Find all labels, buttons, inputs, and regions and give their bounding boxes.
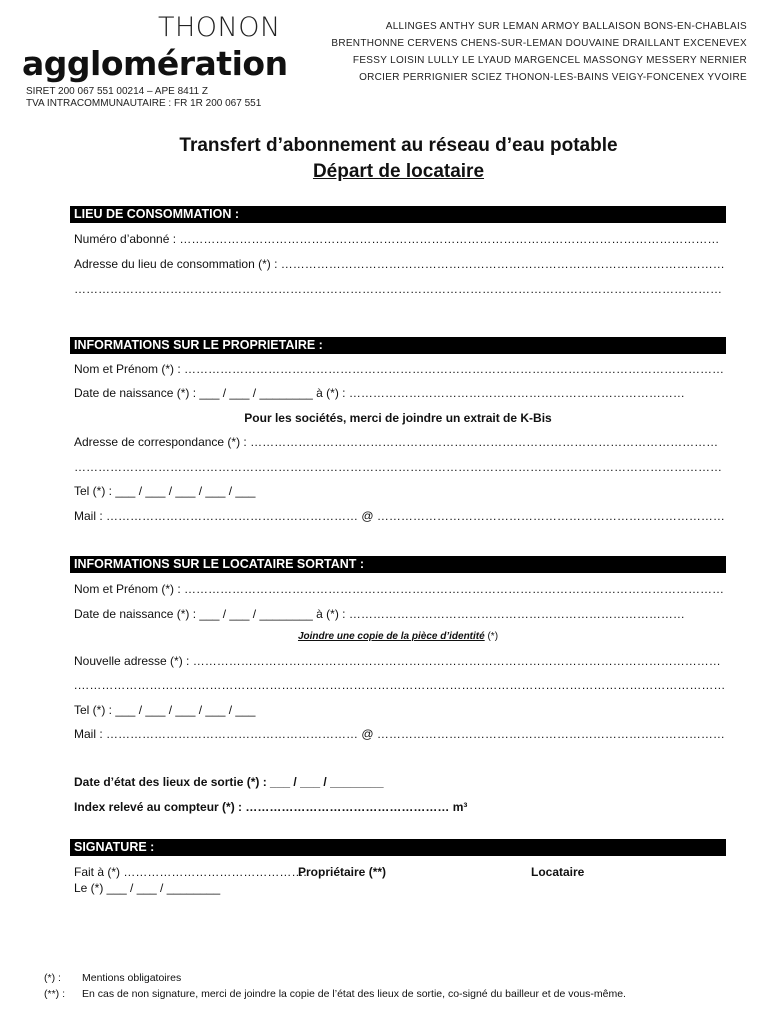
communes-line: BRENTHONNE CERVENS CHENS-SUR-LEMAN DOUVAINE DRAILLANT EXCENEVEX [331,38,747,49]
footnote-obligatoire [44,972,181,984]
footnote-signature [44,988,626,1000]
legal-ids [26,86,261,110]
field-proprio-naissance[interactable]: Date de naissance (*) : ___ / ___ / ________ à (*) : ………………………………………………………………………… [74,386,685,400]
section-heading-proprietaire: INFORMATIONS SUR LE PROPRIETAIRE : [70,337,726,354]
form-title: Transfert d’abonnement au réseau d’eau potable [179,135,618,156]
signature-locataire-label: Locataire [531,865,585,879]
section-heading-locataire: INFORMATIONS SUR LE LOCATAIRE SORTANT : [70,556,726,573]
logo-thonon: THONON [158,12,281,43]
footnote-text: Mentions obligatoires [82,972,182,984]
footnote-key: (*) : [44,972,61,984]
communes-line: ORCIER PERRIGNIER SCIEZ THONON-LES-BAINS VEIGY-FONCENEX YVOIRE [359,72,747,83]
field-proprio-adresse-cont[interactable]: ……………………………………………………………………………………………………………………………………………… [74,460,722,474]
siret: SIRET 200 067 551 00214 – APE 8411 Z [26,86,208,97]
field-locataire-naissance[interactable]: Date de naissance (*) : ___ / ___ / ________ à (*) : ………………………………………………………………………… [74,607,685,621]
communes-line: ALLINGES ANTHY SUR LEMAN ARMOY BALLAISON BONS-EN-CHABLAIS [385,21,747,32]
field-date-etat-lieux[interactable]: Date d’état des lieux de sortie (*) : ___ / ___ / ________ [74,775,384,789]
field-locataire-adresse-cont[interactable]: .……………………………………………………………………………………………………………………………………………… [74,678,726,692]
communes-line: FESSY LOISIN LULLY LE LYAUD MARGENCEL MASSONGY MESSERY NERNIER [352,55,747,66]
field-locataire-mail[interactable]: Mail : ……………………………………………………… @ …………………………………………………………………………… [74,727,725,741]
field-proprio-tel[interactable]: Tel (*) : ___ / ___ / ___ / ___ / ___ [74,484,256,498]
signature-proprietaire-label: Propriétaire (**) [298,865,387,879]
tva: TVA INTRACOMMUNAUTAIRE : FR 1R 200 067 551 [26,98,262,109]
form-subtitle: Départ de locataire [312,161,485,182]
communes-list [331,18,747,86]
field-index-compteur[interactable]: Index relevé au compteur (*) : …………………………………………… m³ [74,800,468,814]
field-locataire-nouvelle-adresse[interactable]: Nouvelle adresse (*) : …………………………………………………………………………………………………………………… [74,654,721,668]
field-locataire-tel[interactable]: Tel (*) : ___ / ___ / ___ / ___ / ___ [74,703,256,717]
footnote-text: En cas de non signature, merci de joindre la copie de l’état des lieux de sortie, co-signé du bailleur et de vous-même. [82,988,626,1000]
kbis-note: Pour les sociétés, merci de joindre un extrait de K-Bis [244,411,552,425]
field-proprio-mail[interactable]: Mail : ……………………………………………………… @ …………………………………………………………………………… [74,509,725,523]
field-adresse-consommation-cont[interactable]: ……………………………………………………………………………………………………………………………………………… [74,282,722,296]
piece-identite-note [70,631,726,642]
piece-identite-label: Joindre une copie de la pièce d’identité [297,631,485,642]
section-heading-signature: SIGNATURE : [70,839,726,856]
logo-agglomeration: agglomération [22,44,288,83]
field-proprio-nom[interactable]: Nom et Prénom (*) : ……………………………………………………………………………………………………………………… [74,362,725,376]
field-date-signature[interactable]: Le (*) ___ / ___ / ________ [74,881,221,895]
field-adresse-consommation[interactable]: Adresse du lieu de consommation (*) : ………………………………………………………………………………………………… [74,257,725,271]
field-numero-abonne[interactable]: Numéro d’abonné : ……………………………………………………………………………………………………………………… [74,232,720,246]
piece-identite-required: (*) [484,631,499,642]
field-proprio-adresse[interactable]: Adresse de correspondance (*) : ……………………………………………………………………………………………………… [74,435,719,449]
field-locataire-nom[interactable]: Nom et Prénom (*) : ……………………………………………………………………………………………………………………… [74,582,725,596]
section-heading-consommation: LIEU DE CONSOMMATION : [70,206,726,223]
field-fait-a[interactable]: Fait à (*) ………………………………………. [74,865,307,879]
footnote-key: (**) : [44,988,65,1000]
